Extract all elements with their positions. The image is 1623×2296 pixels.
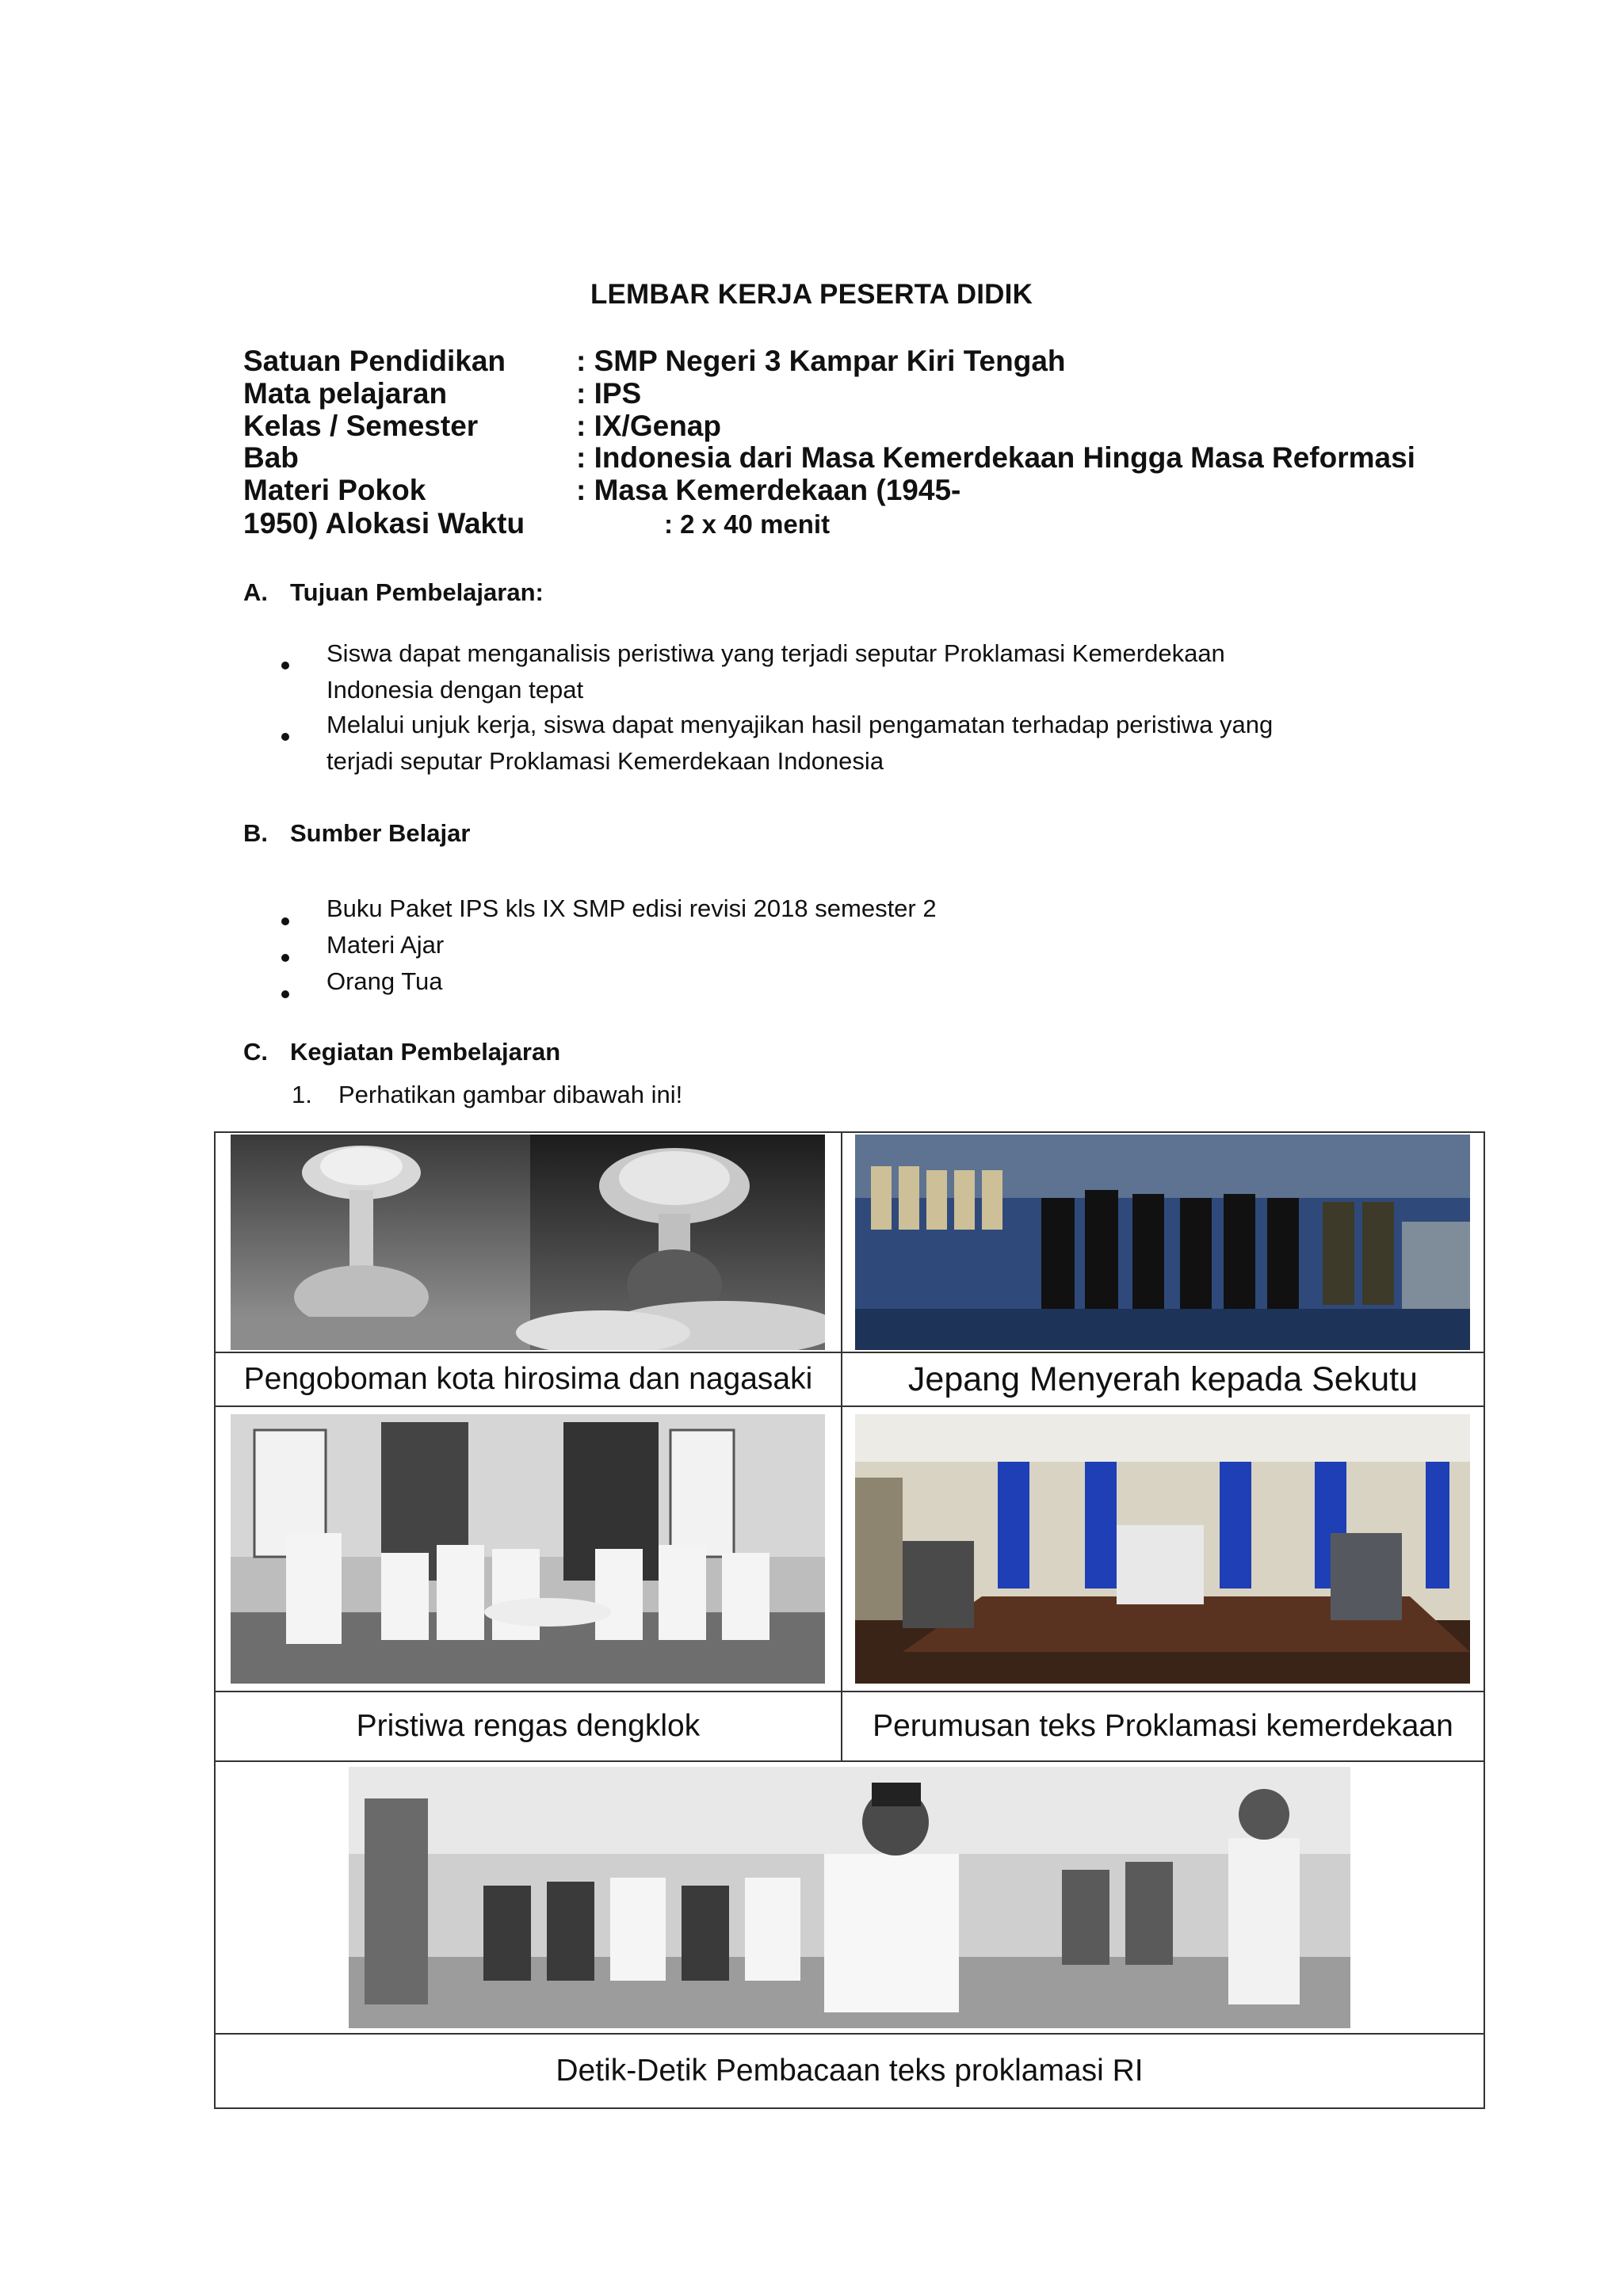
identity-value: : Masa Kemerdekaan (1945- xyxy=(576,474,961,506)
list-item-line: Melalui unjuk kerja, siswa dapat menyajikan hasil pengamatan terhadap peristiwa yang xyxy=(327,711,1274,738)
list-item-line: Siswa dapat menganalisis peristiwa yang terjadi seputar Proklamasi Kemerdekaan xyxy=(327,639,1225,667)
section-title: Kegiatan Pembelajaran xyxy=(290,1038,561,1066)
section-c-heading xyxy=(243,1038,560,1066)
list-item xyxy=(327,707,1404,780)
bullet-dot xyxy=(281,647,289,676)
identity-label: Satuan Pendidikan xyxy=(243,345,506,377)
identity-value: : IPS xyxy=(576,377,642,410)
proclamation-reading-photo xyxy=(349,1767,1350,2028)
section-a-heading xyxy=(243,578,544,607)
bullet-dot xyxy=(281,903,289,932)
identity-value: : IX/Genap xyxy=(576,410,721,442)
section-letter: A. xyxy=(243,578,268,606)
identity-label: Materi Pokok xyxy=(243,474,426,506)
identity-value: : Indonesia dari Masa Kemerdekaan Hingga Masa Reformasi xyxy=(576,441,1415,474)
proclamation-drafting-photo xyxy=(855,1414,1470,1684)
identity-value: : 2 x 40 menit xyxy=(664,509,831,539)
photo-caption: Detik-Detik Pembacaan teks proklamasi RI xyxy=(215,2034,1484,2108)
identity-label: Bab xyxy=(243,441,299,474)
photo-caption: Pengoboman kota hirosima dan nagasaki xyxy=(215,1352,842,1406)
section-b-heading xyxy=(243,819,470,848)
list-item-line: Indonesia dengan tepat xyxy=(327,676,584,704)
photo-cell xyxy=(215,1132,842,1352)
identity-label: 1950) Alokasi Waktu xyxy=(243,507,525,540)
photo-caption: Pristiwa rengas dengklok xyxy=(215,1691,842,1761)
photo-caption: Jepang Menyerah kepada Sekutu xyxy=(842,1352,1484,1406)
photo-cell xyxy=(842,1132,1484,1352)
mushroom-cloud-photo xyxy=(231,1135,825,1350)
rengasdengklok-photo xyxy=(231,1414,825,1684)
step-instruction: Perhatikan gambar dibawah ini! xyxy=(338,1081,683,1108)
list-item xyxy=(327,635,1404,708)
identity-label: Kelas / Semester xyxy=(243,410,479,442)
photo-cell xyxy=(842,1406,1484,1691)
list-item-line: terjadi seputar Proklamasi Kemerdekaan Indonesia xyxy=(327,747,884,775)
identity-value: : SMP Negeri 3 Kampar Kiri Tengah xyxy=(576,345,1066,377)
section-title: Sumber Belajar xyxy=(290,819,471,847)
section-title: Tujuan Pembelajaran: xyxy=(290,578,544,606)
photo-caption: Perumusan teks Proklamasi kemerdekaan xyxy=(842,1691,1484,1761)
list-item: Buku Paket IPS kls IX SMP edisi revisi 2018 semester 2 xyxy=(327,894,937,922)
bullet-dot xyxy=(281,976,289,1005)
page-title: LEMBAR KERJA PESERTA DIDIK xyxy=(590,279,1033,310)
identity-label: Mata pelajaran xyxy=(243,377,448,410)
bullet-dot xyxy=(281,940,289,968)
photo-table xyxy=(214,1131,1485,2109)
photo-cell xyxy=(215,1406,842,1691)
section-letter: C. xyxy=(243,1038,268,1066)
list-item: Materi Ajar xyxy=(327,931,445,959)
step-number: 1. xyxy=(292,1081,312,1108)
bullet-dot xyxy=(281,719,289,747)
list-item: Orang Tua xyxy=(327,967,443,995)
section-letter: B. xyxy=(243,819,268,847)
photo-cell xyxy=(215,1761,1484,2034)
surrender-ceremony-photo xyxy=(855,1135,1470,1350)
